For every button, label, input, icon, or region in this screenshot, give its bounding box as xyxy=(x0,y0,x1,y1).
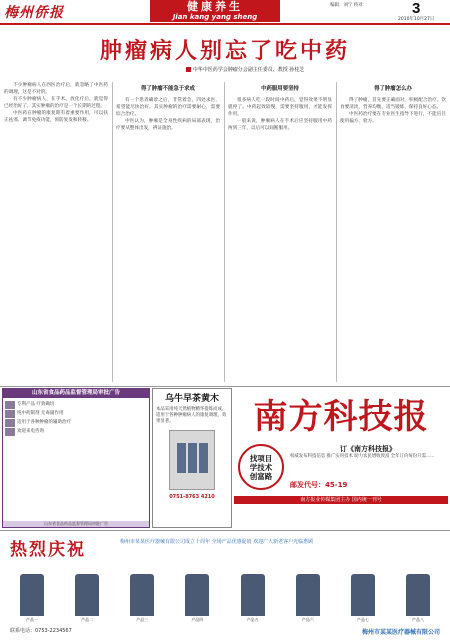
tech-ad-description: 权威发布科技信息 推广实用技术 助力农民增收致富 全年订价每份只需…… xyxy=(290,454,435,459)
ad-bottom-banner[interactable] xyxy=(0,530,450,640)
article-column-4 xyxy=(340,82,446,382)
paragraph: 不少肿瘤病人在西医治疗后，就忽略了中医药的调理，这是不对的。 xyxy=(4,83,108,95)
paragraph: 很多病人吃一段时间中药后，觉得效果不明显就停了。中药起效较慢，需要坚持服用，才能发挥作用。 xyxy=(228,98,332,117)
tech-ad-footer: 南方报业传媒集团主办 国内统一刊号 xyxy=(234,496,448,504)
ad-bottom-tagline: 梅州市某某医疗器械有限公司成立十周年 全场产品优惠促销 欢迎广大新老客户光临惠顾 xyxy=(120,539,314,545)
product-item xyxy=(120,563,164,623)
column-divider xyxy=(224,82,225,382)
product-row xyxy=(10,563,440,623)
product-label: 产品五 xyxy=(246,617,259,622)
section-banner xyxy=(150,0,280,22)
ad-left-item xyxy=(5,410,147,418)
page-number: 3 xyxy=(412,0,421,17)
paragraph: 中医药在肿瘤的康复期有着重要作用，可以扶正祛邪、调节免疫功能，预防复发和转移。 xyxy=(4,111,108,123)
ad-middle-title: 乌牛早茶黄木 xyxy=(164,394,219,404)
column-divider xyxy=(112,82,113,382)
subheading: 得了肿瘤怎么办 xyxy=(374,86,412,92)
bottle-icon xyxy=(188,443,197,473)
paragraph: 有一个患者确诊之后，非常着急，四处求医，希望能尽快治好。其实肿瘤的治疗需要耐心，需要综合治疗。 xyxy=(116,98,220,117)
badge-line: 学技术 xyxy=(249,462,273,472)
product-item xyxy=(10,563,54,623)
ad-left-item xyxy=(5,428,147,436)
tech-ad-title: 南方科技报 xyxy=(253,397,429,437)
ad-left-item-text: 适用于各种肿瘤的辅助治疗 xyxy=(17,420,71,425)
byline xyxy=(140,66,350,74)
product-label: 产品一 xyxy=(26,617,38,622)
badge-line: 创富路 xyxy=(249,471,273,481)
ad-middle-text: 本品采用纯天然植物精华提炼而成，适用于各种肿瘤病人的康复调理，效果显著。 xyxy=(156,407,227,424)
page-date: 2010年10月27日 xyxy=(398,17,435,22)
tech-ad-subtitle: 订《南方科技报》 xyxy=(340,445,396,453)
ad-bottom-phone: 联系电话：0753-2234567 xyxy=(10,628,72,634)
paragraph: 得了肿瘤，首先要正确面对，积极配合治疗。饮食要清淡，营养均衡，适当锻炼，保持良好心态。 xyxy=(340,98,446,110)
device-icon xyxy=(75,574,99,616)
bottle-icon xyxy=(199,443,208,473)
device-icon xyxy=(406,574,430,616)
product-item xyxy=(286,563,330,623)
product-thumb-icon xyxy=(5,410,15,418)
product-item xyxy=(231,563,275,623)
ad-left-title: 山东省食品药品监督管理局审批广告 xyxy=(3,389,149,398)
subheading: 得了肿瘤不能急于求成 xyxy=(141,86,195,92)
ad-left-item-text: 纯中药制剂 无毒副作用 xyxy=(17,411,64,416)
ad-middle[interactable] xyxy=(152,388,232,528)
ads-divider xyxy=(0,386,450,387)
byline-marker xyxy=(186,67,191,72)
product-photo xyxy=(169,430,215,490)
product-label: 产品三 xyxy=(136,617,149,622)
issue-info: 编辑：刘宁 校对： xyxy=(330,3,368,8)
device-icon xyxy=(130,574,154,616)
tech-ad-code-text: 邮发代号：45-19 xyxy=(290,481,348,489)
product-thumb-icon xyxy=(5,401,15,409)
product-item xyxy=(396,563,440,623)
tech-ad-badge xyxy=(238,444,284,490)
ad-bottom-company: 梅州市某某医疗器械有限公司 xyxy=(361,629,440,636)
ad-left-item-text: 欢迎来电咨询 xyxy=(17,429,44,434)
device-icon xyxy=(185,574,209,616)
ad-left-body xyxy=(3,398,149,439)
section-pinyin: Jian kang yang sheng xyxy=(172,13,258,21)
product-thumb-icon xyxy=(5,419,15,427)
paragraph: 中医药治疗要在专业医生指导下进行，不能盲目使用偏方、验方。 xyxy=(340,112,446,124)
subheading: 中药服用要坚持 xyxy=(261,86,299,92)
ad-bottom-title: 热烈庆祝 xyxy=(10,540,86,560)
paragraph: 中医认为，肿瘤是全身性疾病的局部表现，治疗要从整体出发，辨证施治。 xyxy=(116,119,220,131)
product-item xyxy=(175,563,219,623)
product-label: 产品二 xyxy=(81,617,94,622)
masthead xyxy=(0,0,450,22)
product-item xyxy=(341,563,385,623)
badge-line: 找项目 xyxy=(249,453,273,463)
byline-text: 中华中医药学会肿瘤分会副主任委员、教授 孙桂芝 xyxy=(192,67,305,73)
top-rule xyxy=(0,23,450,25)
product-label: 产品七 xyxy=(356,617,369,622)
article-column-3 xyxy=(228,82,332,382)
device-icon xyxy=(351,574,375,616)
ad-left-item xyxy=(5,419,147,427)
ad-left-item-text: 专利产品 疗效确切 xyxy=(17,402,55,407)
section-title: 健康养生 xyxy=(187,0,243,13)
paragraph: 有不少肿瘤病人，在手术、放化疗后，就觉得已经治好了，其实肿瘤的治疗是一个长期的过程。 xyxy=(4,97,108,109)
ad-left[interactable] xyxy=(2,388,150,528)
tech-ad-code xyxy=(290,480,446,490)
ad-left-item xyxy=(5,401,147,409)
product-label: 产品六 xyxy=(301,617,314,622)
product-thumb-icon xyxy=(5,428,15,436)
device-icon xyxy=(20,574,44,616)
ad-left-footer: 山东省食品药品监督管理局审批广告 xyxy=(3,521,149,527)
paragraph: 一般来说，肿瘤病人在手术后应坚持服用中药两到三年，以后可以间断服用。 xyxy=(228,119,332,131)
article-headline: 肿瘤病人别忘了吃中药 xyxy=(99,39,350,64)
article-column-1 xyxy=(4,82,108,382)
article-column-2 xyxy=(116,82,220,382)
device-icon xyxy=(241,574,265,616)
product-label: 产品八 xyxy=(411,617,424,622)
paper-name: 梅州侨报 xyxy=(4,5,64,21)
bottle-icon xyxy=(177,443,186,473)
tech-newspaper-ad[interactable] xyxy=(234,392,448,494)
product-item xyxy=(65,563,109,623)
device-icon xyxy=(296,574,320,616)
ad-middle-phone: 0751-8763 4210 xyxy=(169,494,215,500)
product-label: 产品四 xyxy=(191,617,204,622)
column-divider xyxy=(336,82,337,382)
